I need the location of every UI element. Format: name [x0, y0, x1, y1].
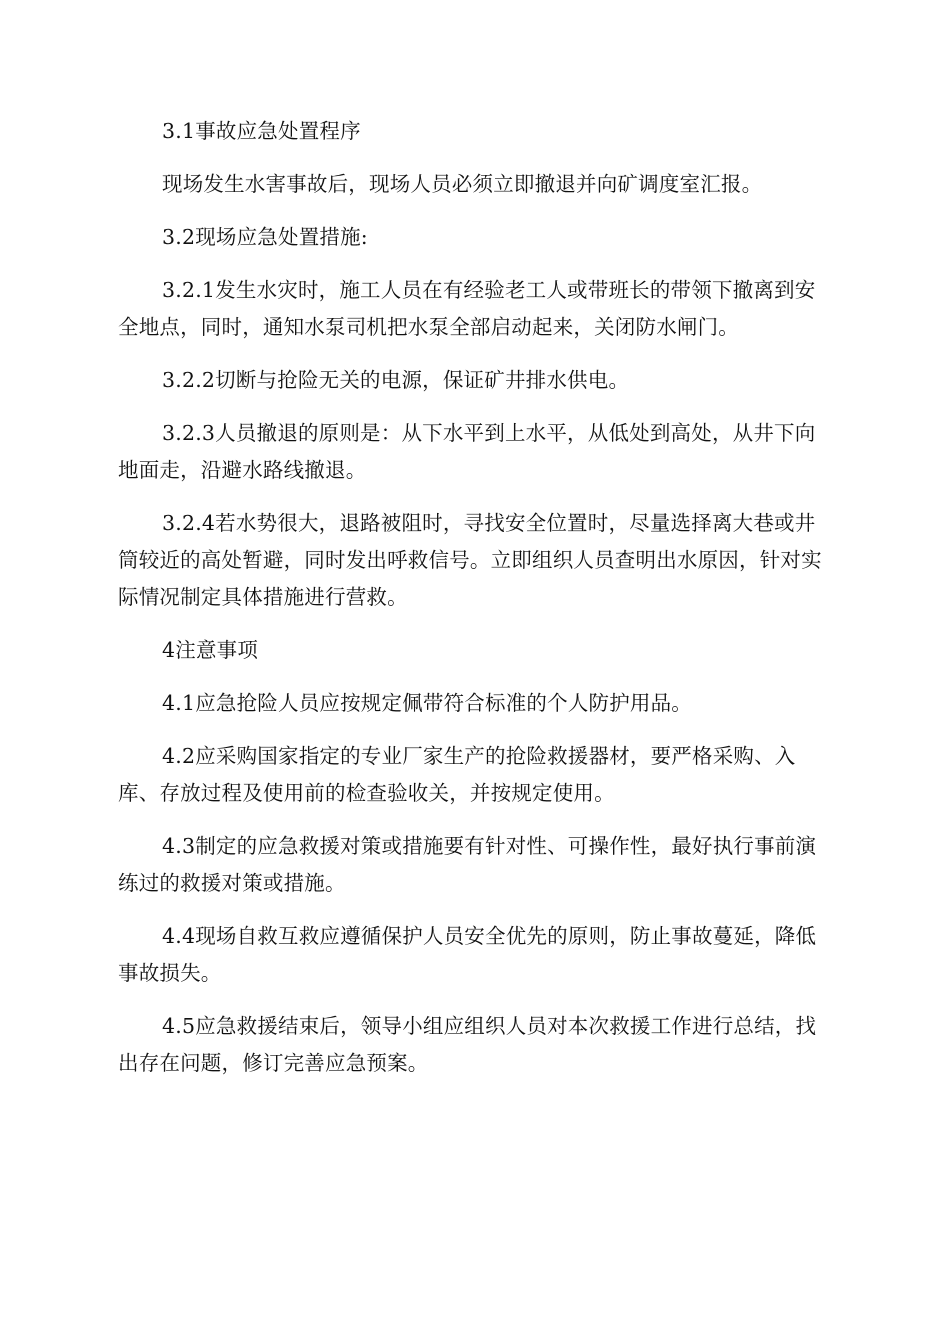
section-heading-4: 4注意事项 — [162, 638, 259, 662]
section-heading-3-1: 3.1事故应急处置程序 — [162, 119, 361, 143]
paragraph-4-2: 4.2应采购国家指定的专业厂家生产的抢险救援器材，要严格采购、入库、存放过程及使用前的检查验收关，并按规定使用。 — [118, 744, 796, 805]
paragraph-3-2-3: 3.2.3人员撤退的原则是：从下水平到上水平，从低处到高处，从井下向地面走，沿避水路线撤退。 — [118, 421, 816, 482]
document-body — [118, 113, 830, 1098]
paragraph-3-2-2: 3.2.2切断与抢险无关的电源，保证矿井排水供电。 — [162, 368, 630, 392]
paragraph-4-5: 4.5应急救援结束后，领导小组应组织人员对本次救援工作进行总结，找出存在问题，修订完善应急预案。 — [118, 1014, 817, 1075]
paragraph-4-1: 4.1应急抢险人员应按规定佩带符合标准的个人防护用品。 — [162, 691, 693, 715]
paragraph-4-3: 4.3制定的应急救援对策或措施要有针对性、可操作性，最好执行事前演练过的救援对策或措施。 — [118, 834, 817, 895]
section-heading-3-2: 3.2现场应急处置措施: — [162, 225, 368, 249]
paragraph-3-2-4: 3.2.4若水势很大，退路被阻时，寻找安全位置时，尽量选择离大巷或井筒较近的高处暂避，同时发出呼救信号。立即组织人员查明出水原因，针对实际情况制定具体措施进行营救。 — [118, 511, 822, 609]
paragraph-3-1-body: 现场发生水害事故后，现场人员必须立即撤退并向矿调度室汇报。 — [162, 172, 763, 196]
paragraph-3-2-1: 3.2.1发生水灾时，施工人员在有经验老工人或带班长的带领下撤离到安全地点，同时，通知水泵司机把水泵全部启动起来，关闭防水闸门。 — [118, 278, 816, 339]
paragraph-4-4: 4.4现场自救互救应遵循保护人员安全优先的原则，防止事故蔓延，降低事故损失。 — [118, 924, 817, 985]
